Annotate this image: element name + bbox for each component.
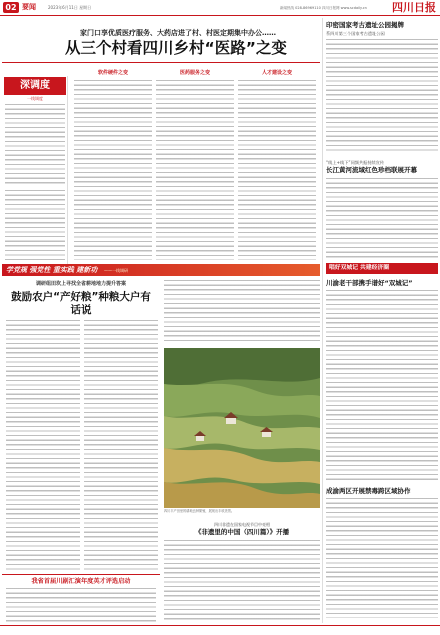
terrace-photo [164,348,320,508]
bottom-left-body [6,588,156,622]
photo-kicker: 四川非遗在国家电视节目中亮相 [214,522,270,527]
lead-column-1 [74,80,152,260]
story2-kicker: “线上+线下”同频共振持续宣传 [326,160,385,165]
story2-title: 长江黄河流域红色珍档联展开幕 [326,166,417,174]
feature-column-1 [6,320,80,570]
story3-title: 川渝老干部携手谱好“双城记” [326,279,413,287]
photo-story-title: 《非遗里的中国（四川篇）》开播 [194,528,290,536]
story4-body [326,498,438,618]
feature-headline: 鼓励农户“产好粮”种粮大户有话说 [11,291,151,316]
photo-caption: 四川丰产田里的耕地良种繁殖，展现出丰收美景。 [164,509,235,513]
section-name: 要闻 [22,3,36,11]
sidebar-body-text-2 [5,190,65,260]
column-divider [322,18,323,623]
page-footer-bar [0,625,440,635]
banner-text: 学党规 强党性 重实践 建新功 [6,266,98,274]
banner-sub: ——一线调研 [104,268,128,273]
story4-title: 成渝两区开展禁毒跨区域协作 [326,487,411,495]
lead-subhead-2: 医药服务之变 [179,70,210,76]
masthead-logo: 四川日报 [392,1,436,14]
bottom-rule [2,574,160,575]
feature-kicker: 调研组田坎上寻找全省耕地地力提升答案 [35,281,126,287]
lead-subhead-3: 人才建设之变 [261,70,292,76]
economic-circle-bar: 唱好双城记 共建经济圈 [326,263,438,274]
issue-date: 2023年6月11日 星期日 [48,5,92,10]
sidebar-title: 深调度 [4,77,66,95]
sidebar-body-text [5,104,65,184]
story1-sub: 系四川第三个国家考古遗址公园 [326,31,385,36]
lead-rule [2,62,320,63]
feature-column-3 [164,280,320,344]
story3-body [326,290,438,480]
lead-column-3 [238,80,316,260]
feature-column-2 [84,320,158,570]
hotline-info: 新闻热线 028-86969110 四川日报网 www.scdaily.cn [280,6,367,10]
lead-headline: 从三个村看四川乡村“医路”之变 [65,39,287,57]
lead-kicker: 家门口享优质医疗服务、大药店进了村、村医定期集中办公…… [80,29,276,37]
photo-story-body [164,540,320,620]
bottom-left-title: 我省首届川剧汇演年度英才评选启动 [31,578,131,585]
page-number: 02 [3,2,19,13]
lead-subhead-1: 软件硬件之变 [97,70,128,76]
story1-title: 印密国家考古遗址公园揭牌 [326,21,404,29]
lead-column-2 [156,80,234,260]
story1-body [326,39,438,154]
story2-body [326,178,438,260]
sidebar-subtitle: 一线调度 [27,96,43,101]
